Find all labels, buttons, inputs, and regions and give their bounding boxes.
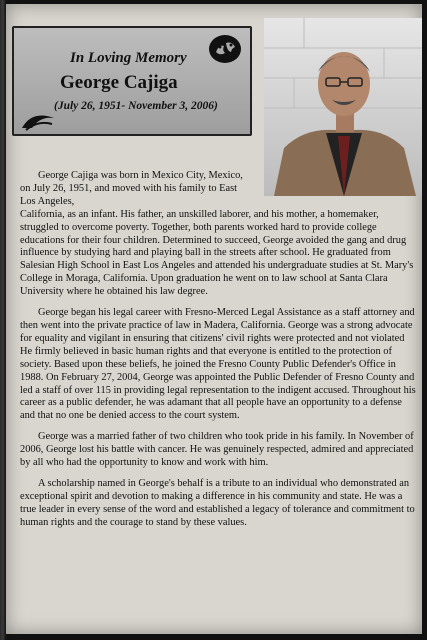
bio-paragraph-3: George was a married father of two children who took pride in his family. In November of 2006, George lost his battle with cancer. He was genuinely respected, admired and appreciated by all who had the opportunity to know and work with him.: [20, 431, 414, 469]
faces-logo-icon: [208, 34, 242, 64]
biography: [20, 170, 416, 538]
bio-paragraph-2: George began his legal career with Fresno-Merced Legal Assistance as a staff attorney and then went into the private practice of law in Madera, California. George was a strong advocate for equality and vigilant in ensuring that citizens' civil rights were protected and not violated He firmly believed in basic human rights and that everyone is entitled to the protection of society. Based upon these beliefs, he joined the Fresno County Public Defender's Office in 1988. On February 27, 2004, George was appointed the Public Defender of Fresno County and led a staff of over 115 in providing legal representation to the indigent accused. Throughout his career as a public defender, he was adamant that all people have an opportunity to a defense and that no one be denied access to the court system.: [20, 307, 416, 422]
memory-label: In Loving Memory: [70, 50, 187, 66]
bio-paragraph-1: George Cajiga was born in Mexico City, Mexico, on July 26, 1951, and moved with his family to East Los Angeles,: [20, 170, 243, 207]
memorial-plaque: [12, 26, 252, 136]
life-dates: (July 26, 1951- November 3, 2006): [54, 100, 218, 112]
person-name: George Cajiga: [60, 72, 178, 93]
bio-paragraph-4: A scholarship named in George's behalf is a tribute to an individual who demonstrated an exceptional spirit and devotion to making a difference in his community and state. He was a true leader in every sense of the word and established a legacy of tolerance and commitment to human rights and the courage to stand by these values.: [20, 477, 415, 528]
scales-logo-icon: [20, 108, 56, 132]
bio-paragraph-1-continued: California, as an infant. His father, an unskilled laborer, and his mother, a homemaker, struggled to overcome poverty. Together, both parents worked hard to provide college educations for their four children. Determined to succeed, George avoided the gang and drug influence by studying hard and playing ball in the streets after school. He graduated from Salesian High School in East Los Angeles and attended his undergraduate studies at St. Mary's College in Moraga, California. Upon graduation he went on to law school at Santa Clara University where he obtained his law degree.: [20, 208, 414, 298]
memorial-page: [6, 4, 422, 634]
